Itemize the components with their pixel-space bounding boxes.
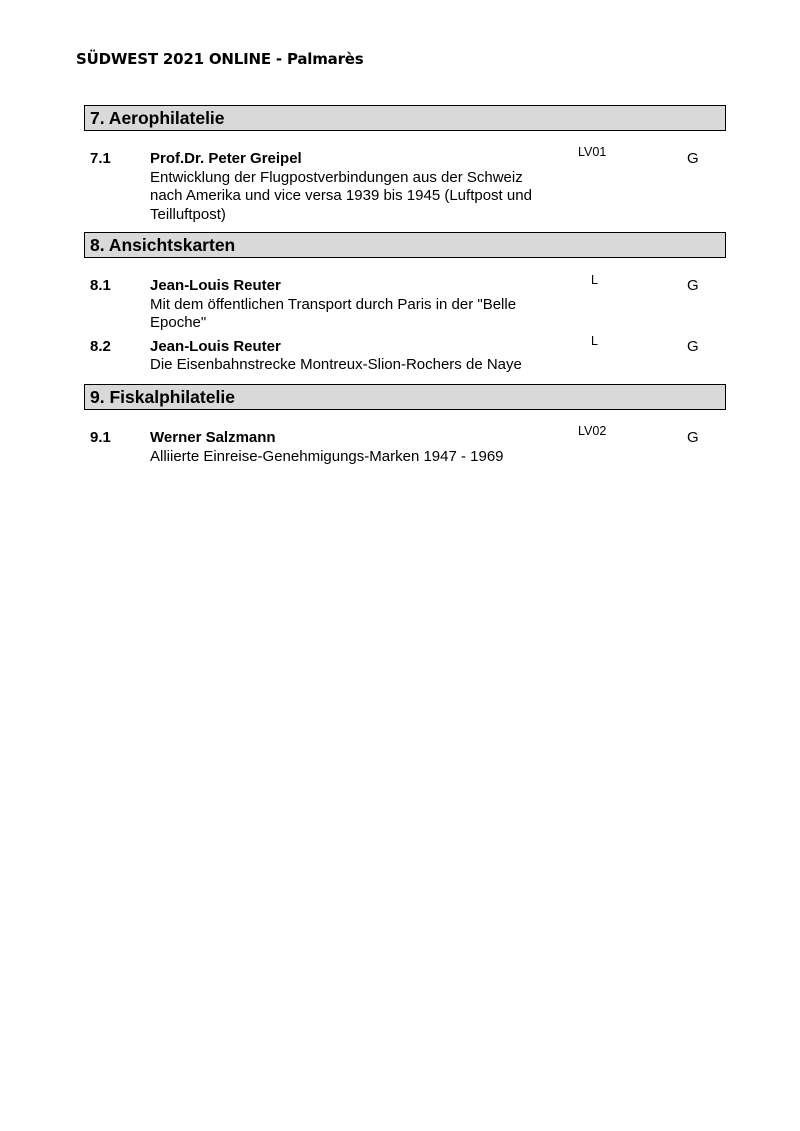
- entry-title: Alliierte Einreise-Genehmigungs-Marken 1947 - 1969: [150, 447, 504, 465]
- entry-exhibitor: Prof.Dr. Peter Greipel: [150, 150, 302, 167]
- entry-medal: G: [687, 337, 699, 355]
- entry-medal: G: [687, 277, 699, 294]
- entry-title: Mit dem öffentlichen Transport durch Paris in der "Belle Epoche": [150, 295, 517, 331]
- entry-body: [150, 277, 558, 333]
- entry-exhibitor: Werner Salzmann: [150, 429, 276, 446]
- entry-class: L: [591, 333, 598, 348]
- entry-class: LV01: [578, 145, 607, 159]
- section-heading: 7. Aerophilatelie: [84, 105, 726, 131]
- entry-number: 8.2: [90, 337, 111, 355]
- entry-row: [84, 273, 726, 333]
- entry-body: [150, 338, 558, 375]
- entry-class: L: [591, 273, 598, 287]
- section-heading: 9. Fiskalphilatelie: [84, 384, 726, 410]
- entry-title: Entwicklung der Flugpostverbindungen aus der Schweiz nach Amerika und vice versa 1939 bis 1945 (Luftpost und Teilluftpost): [150, 168, 532, 223]
- entry-body: [150, 429, 558, 466]
- section-heading: 8. Ansichtskarten: [84, 232, 726, 258]
- section-fiskalphilatelie: [84, 384, 726, 466]
- entry-row: [84, 424, 726, 466]
- entry-number: 8.1: [90, 277, 111, 294]
- entry-exhibitor: Jean-Louis Reuter: [150, 337, 281, 355]
- entry-title: Die Eisenbahnstrecke Montreux-Slion-Rochers de Naye: [150, 356, 522, 373]
- entry-body: [150, 150, 558, 224]
- entry-exhibitor: Jean-Louis Reuter: [150, 277, 281, 294]
- section-aerophilatelie: [84, 105, 726, 224]
- entry-medal: G: [687, 429, 699, 446]
- entry-number: 9.1: [90, 429, 111, 446]
- entry-number: 7.1: [90, 150, 111, 167]
- entry-row: [84, 333, 726, 375]
- entry-medal: G: [687, 150, 699, 167]
- entry-row: [84, 145, 726, 224]
- document-header: SÜDWEST 2021 ONLINE - Palmarès: [76, 50, 364, 68]
- entry-class: LV02: [578, 424, 607, 438]
- section-ansichtskarten: [84, 232, 726, 375]
